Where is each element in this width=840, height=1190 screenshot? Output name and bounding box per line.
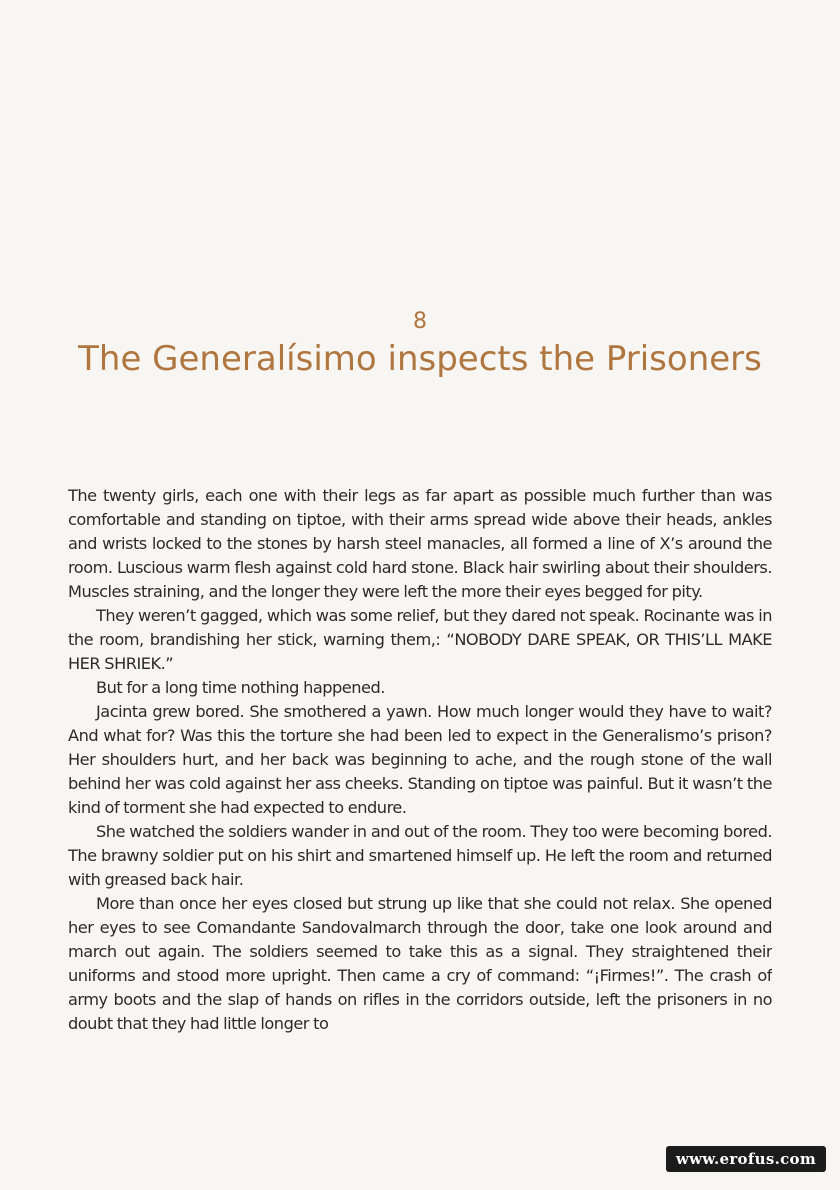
body-text [68,484,772,1088]
chapter-title: The Generalísimo inspects the Prisoners [78,339,762,379]
paragraph-6: More than once her eyes closed but strung up like that she could not relax. She opened her eyes to see Comandante Sandovalmarch through the door, take one look around and march out again. The soldiers seemed to take this as a signal. They straightened their uniforms and stood more upright. Then came a cry of command: “¡Firmes!”. The crash of army boots and the slap of hands on rifles in the corridors outside, left the prisoners in no doubt that they had little longer to [68,894,772,1033]
paragraph-4: Jacinta grew bored. She smothered a yawn. How much longer would they have to wait? And what for? Was this the torture she had been led to expect in the Generalismo’s prison? Her shoulders hurt, and her back was beginning to ache, and the rough stone of the wall behind her was cold against her ass cheeks. Standing on tiptoe was painful. But it wasn’t the kind of torment she had expected to endure. [68,702,772,817]
paragraph-2: They weren’t gagged, which was some relief, but they dared not speak. Rocinante was in the room, brandishing her stick, warning them,: “NOBODY DARE SPEAK, OR THIS’LL MAKE HER SHRIEK.” [68,606,772,673]
watermark: www.erofus.com [666,1146,826,1172]
paragraph-1: The twenty girls, each one with their legs as far apart as possible much further than was comfortable and standing on tiptoe, with their arms spread wide above their heads, ankles and wrists locked to the stones by harsh steel manacles, all formed a line of X’s around the room. Luscious warm flesh against cold hard stone. Black hair swirling about their shoulders. Muscles straining, and the longer they were left the more their eyes begged for pity. [68,486,772,601]
chapter-number: 8 [413,309,427,334]
paragraph-5: She watched the soldiers wander in and out of the room. They too were becoming bored. The brawny soldier put on his shirt and smartened himself up. He left the room and returned with greased back hair. [68,822,772,889]
paragraph-3: But for a long time nothing happened. [96,678,385,697]
